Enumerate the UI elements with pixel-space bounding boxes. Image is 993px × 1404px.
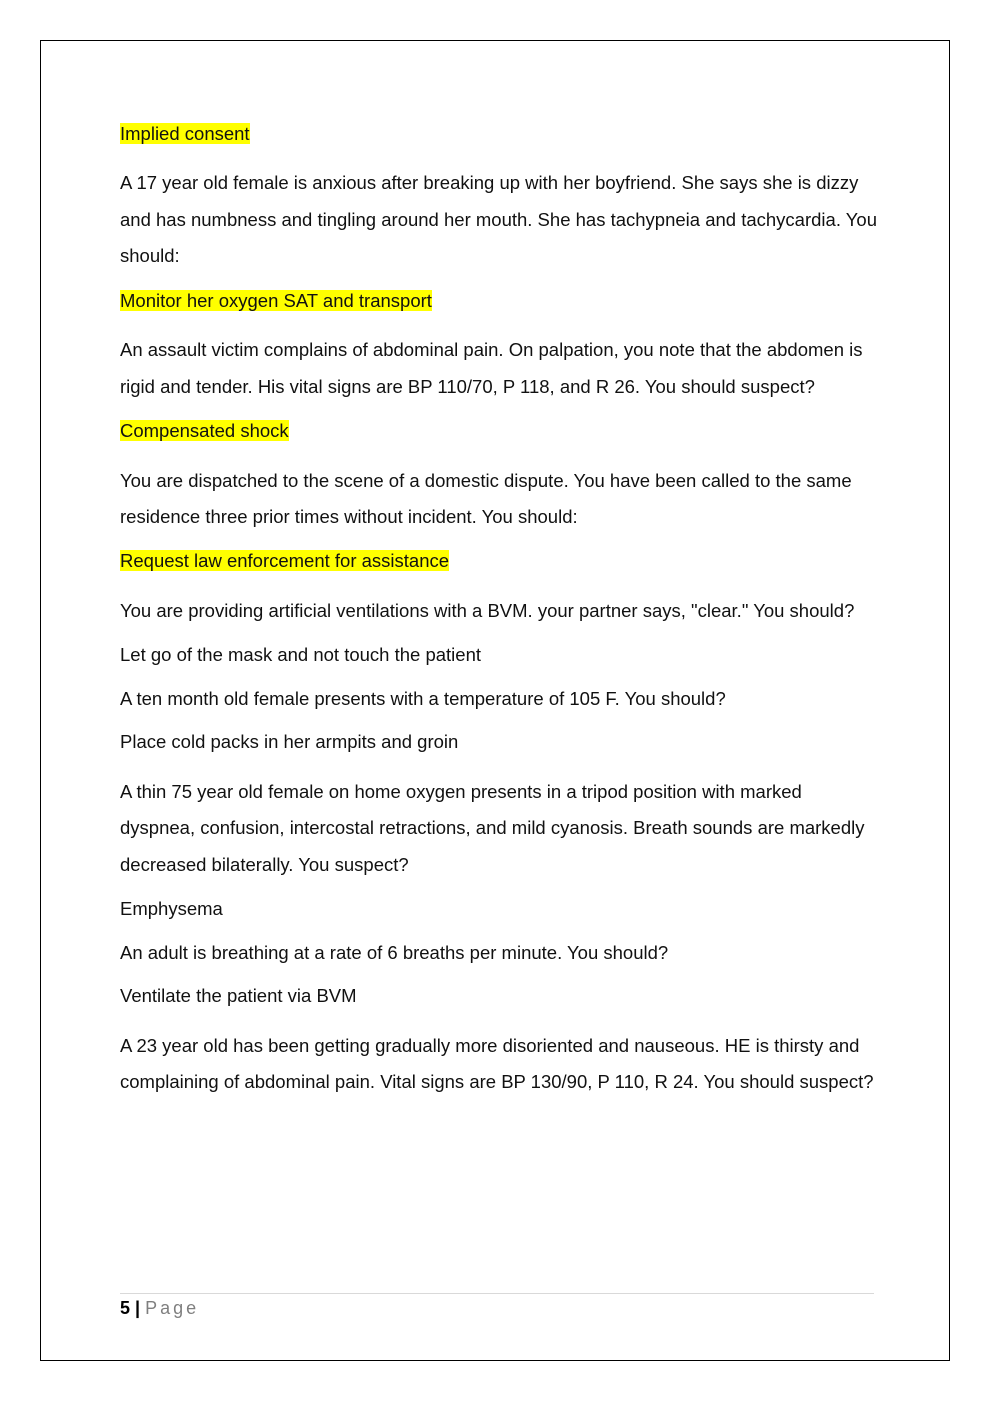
question-tripod-position: A thin 75 year old female on home oxygen presents in a tripod position with marked dyspnea, confusion, intercostal retractions, and mild cyanosis. Breath sounds are markedly decreased bilaterally. You suspect? <box>120 780 865 876</box>
answer-law-enforcement <box>120 549 880 572</box>
answer-implied-consent <box>120 122 880 145</box>
footer-divider <box>120 1293 874 1294</box>
question-anxious-female: A 17 year old female is anxious after breaking up with her boyfriend. She says she is dizzy and has numbness and tingling around her mouth. She has tachypneia and tachycardia. You should: <box>120 172 877 267</box>
page-footer <box>120 1296 199 1320</box>
answer-ventilate-bvm: Ventilate the patient via BVM <box>120 985 357 1007</box>
question-six-breaths: An adult is breathing at a rate of 6 breaths per minute. You should? <box>120 941 669 963</box>
page-label: Page <box>145 1298 200 1318</box>
question-domestic-dispute: You are dispatched to the scene of a domestic dispute. You have been called to the same residence three prior times without incident. You should: <box>120 469 852 528</box>
answer-compensated-shock <box>120 419 880 442</box>
answer-cold-packs: Place cold packs in her armpits and groin <box>120 731 459 753</box>
answer-monitor-oxygen <box>120 289 880 312</box>
question-assault-victim: An assault victim complains of abdominal pain. On palpation, you note that the abdomen is rigid and tender. His vital signs are BP 110/70, P 118, and R 26. You should suspect? <box>120 339 863 397</box>
page-number: 5 <box>120 1298 131 1318</box>
highlighted-text: Monitor her oxygen SAT and transport <box>120 289 432 311</box>
document-body <box>120 115 880 1115</box>
highlighted-text: Compensated shock <box>120 420 289 442</box>
highlighted-text: Request law enforcement for assistance <box>120 550 450 572</box>
highlighted-text: Implied consent <box>120 122 250 144</box>
question-disoriented-nauseous: A 23 year old has been getting gradually more disoriented and nauseous. HE is thirsty and complaining of abdominal pain. Vital signs are BP 130/90, P 110, R 24. You should suspect? <box>120 1034 874 1093</box>
question-ten-month-fever: A ten month old female presents with a temperature of 105 F. You should? <box>120 687 726 709</box>
question-bvm-clear: You are providing artificial ventilations with a BVM. your partner says, "clear." You should? <box>120 599 855 621</box>
page-separator: | <box>135 1298 141 1318</box>
answer-let-go-mask: Let go of the mask and not touch the patient <box>120 644 482 666</box>
answer-emphysema: Emphysema <box>120 898 223 920</box>
